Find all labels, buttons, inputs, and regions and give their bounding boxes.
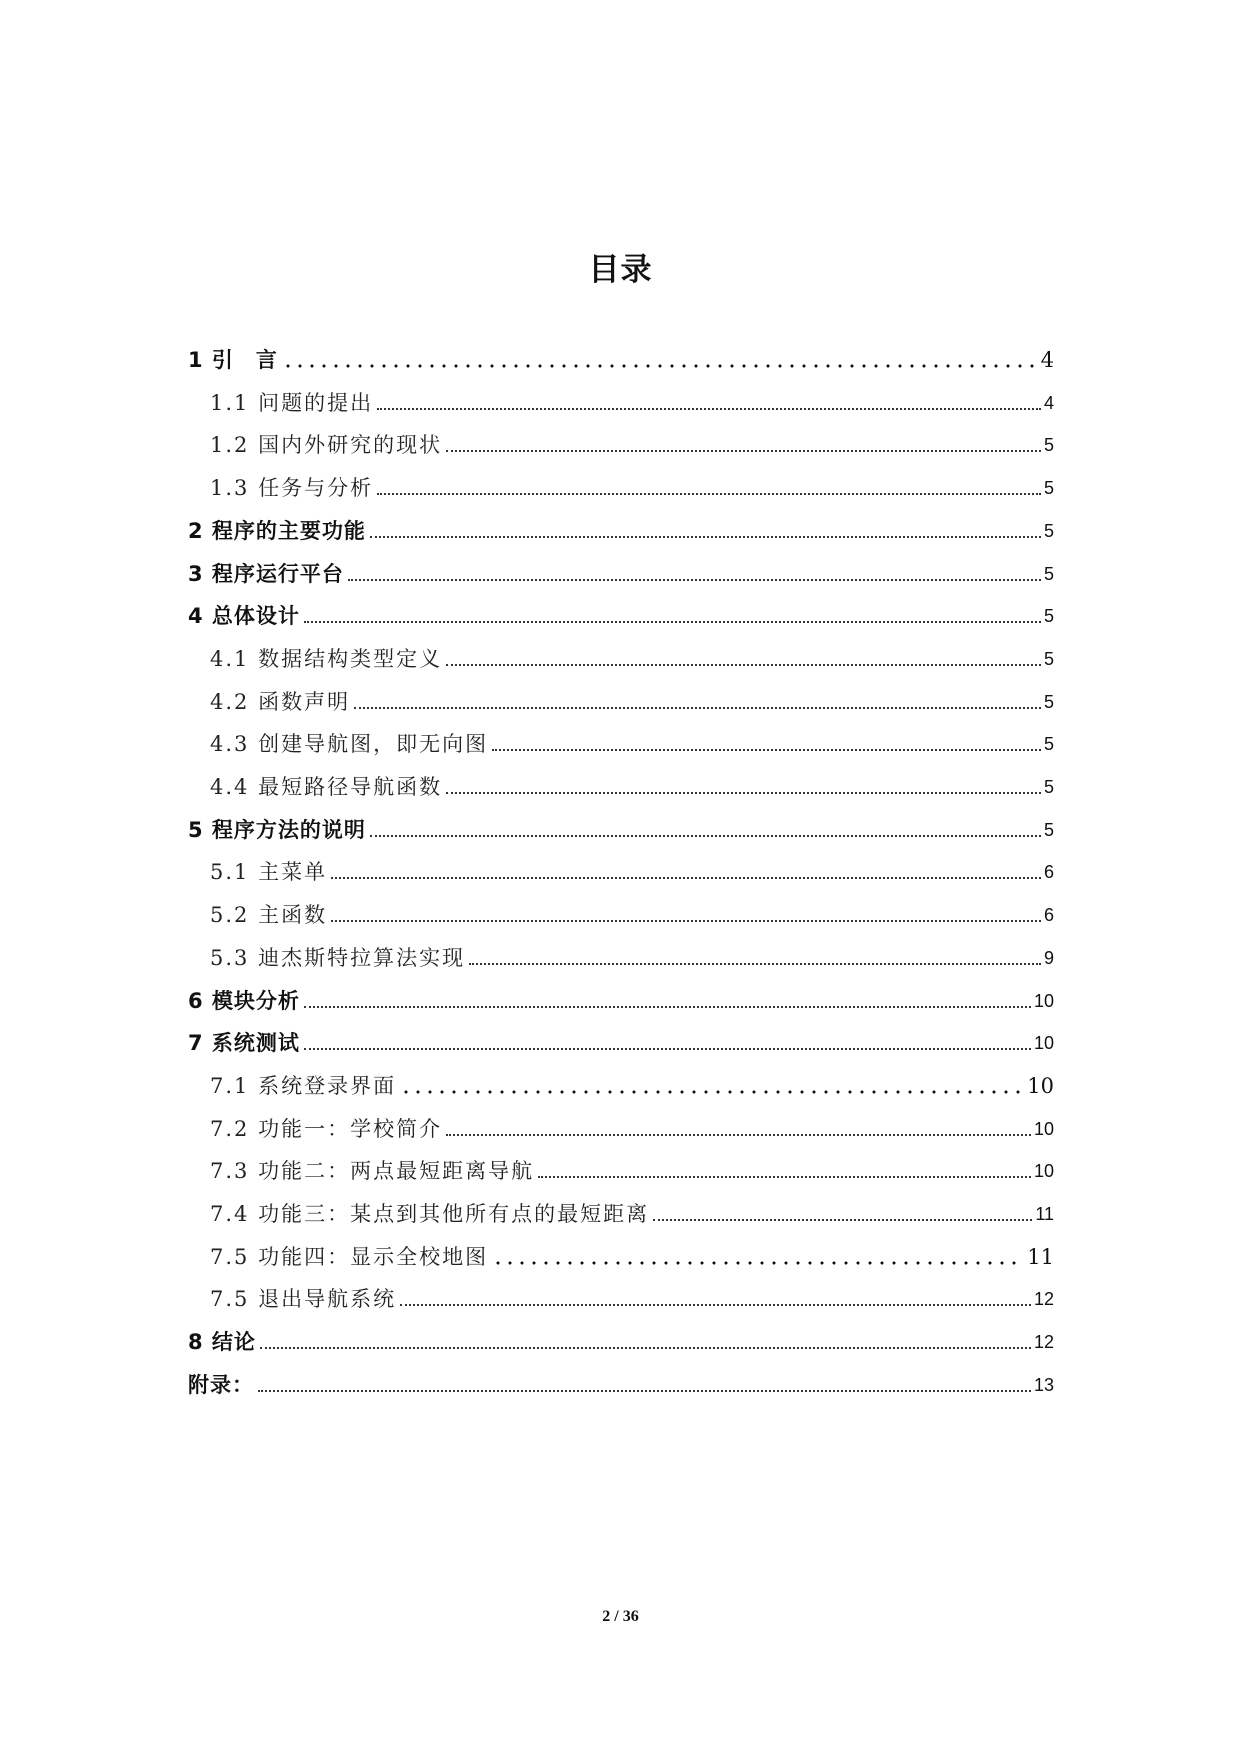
toc-dot-leader — [653, 1219, 1032, 1221]
toc-entry[interactable] — [210, 1231, 1054, 1271]
toc-dot-leader — [492, 749, 1041, 751]
toc-entry-label: 4.3 创建导航图，即无向图 — [210, 732, 489, 757]
toc-entry-label: 7.4 功能三：某点到其他所有点的最短距离 — [210, 1202, 650, 1226]
toc-entry-label: 附录： — [188, 1372, 254, 1397]
toc-entry-page-number: 12 — [1033, 1332, 1054, 1353]
toc-dot-leader — [304, 1006, 1031, 1008]
toc-entry-page-number: 9 — [1043, 947, 1054, 968]
toc-dot-leader — [446, 450, 1041, 452]
toc-entry[interactable] — [210, 419, 1054, 459]
toc-entry[interactable] — [210, 1060, 1054, 1100]
toc-dot-leader — [354, 707, 1041, 709]
toc-entry-label: 7.1 系统登录界面 — [210, 1073, 397, 1098]
toc-dot-leader — [469, 963, 1041, 965]
toc-entry-label: 1.3 任务与分析 — [210, 476, 374, 501]
toc-dot-leader — [377, 493, 1041, 495]
toc-entry-label: 4.2 函数声明 — [210, 689, 351, 714]
toc-entry-page-number: 5 — [1043, 777, 1054, 797]
toc-dot-leader — [348, 579, 1041, 581]
toc-entry[interactable] — [188, 334, 1054, 374]
toc-dot-leader — [446, 792, 1041, 794]
toc-entry[interactable] — [210, 932, 1054, 972]
toc-entry[interactable] — [210, 1145, 1054, 1185]
toc-entry-label: 5.3 迪杰斯特拉算法实现 — [210, 945, 466, 970]
toc-entry-label: 6 模块分析 — [188, 988, 300, 1013]
toc-dot-leader — [400, 1090, 1024, 1094]
toc-entry-label: 5.1 主菜单 — [210, 860, 328, 885]
toc-entry-page-number: 5 — [1043, 563, 1054, 584]
toc-entry-label: 3 程序运行平台 — [188, 561, 344, 586]
toc-entry[interactable] — [210, 718, 1054, 758]
toc-entry-label: 7.2 功能一：学校简介 — [210, 1116, 443, 1141]
toc-entry-page-number: 5 — [1043, 606, 1054, 627]
toc-entry[interactable] — [188, 590, 1054, 630]
toc-entry[interactable] — [188, 1316, 1054, 1356]
toc-entry[interactable] — [210, 377, 1054, 417]
toc-entry-label: 7.5 功能四：显示全校地图 — [210, 1244, 489, 1269]
toc-entry-page-number: 10 — [1033, 1033, 1054, 1054]
toc-entry[interactable] — [210, 889, 1054, 929]
toc-entry[interactable] — [210, 761, 1054, 801]
page-title: 目录 — [588, 252, 653, 288]
toc-entry[interactable] — [188, 548, 1054, 588]
toc-entry[interactable] — [210, 1188, 1054, 1228]
toc-dot-leader — [331, 877, 1041, 879]
toc-entry-page-number: 11 — [1035, 1204, 1054, 1224]
toc-entry-page-number: 5 — [1043, 648, 1054, 669]
toc-dot-leader — [260, 1347, 1031, 1349]
toc-entry-page-number: 5 — [1043, 520, 1054, 541]
toc-entry-page-number: 5 — [1043, 478, 1054, 499]
toc-entry-page-number: 6 — [1043, 862, 1054, 883]
toc-entry[interactable] — [210, 462, 1054, 502]
toc-entry[interactable] — [188, 975, 1054, 1015]
toc-entry-label: 4.4 最短路径导航函数 — [210, 775, 443, 799]
toc-entry[interactable] — [188, 804, 1054, 844]
toc-entry-label: 8 结论 — [188, 1330, 256, 1355]
toc-dot-leader — [370, 835, 1041, 837]
toc-entry-page-number: 4 — [1043, 392, 1054, 413]
toc-entry[interactable] — [188, 505, 1054, 545]
toc-entry-page-number: 6 — [1043, 905, 1054, 926]
toc-entry-page-number: 10 — [1033, 1118, 1054, 1139]
toc-dot-leader — [400, 1304, 1031, 1306]
toc-entry-page-number: 10 — [1033, 1161, 1054, 1182]
toc-entry-label: 1.1 问题的提出 — [210, 390, 374, 415]
toc-dot-leader — [304, 621, 1041, 623]
toc-dot-leader — [370, 536, 1041, 538]
toc-entry[interactable] — [210, 676, 1054, 716]
toc-entry-label: 5.2 主函数 — [210, 903, 328, 928]
toc-entry[interactable] — [188, 1017, 1054, 1057]
toc-entry-label: 1.2 国内外研究的现状 — [210, 433, 443, 458]
toc-entry-label: 7 系统测试 — [188, 1031, 300, 1056]
page-number: 2 / 36 — [602, 1608, 639, 1625]
toc-entry-page-number: 5 — [1043, 691, 1054, 712]
toc-entry-page-number: 5 — [1043, 734, 1054, 755]
toc-dot-leader — [446, 664, 1041, 666]
toc-dot-leader — [304, 1048, 1031, 1050]
toc-entry-page-number: 12 — [1033, 1289, 1054, 1310]
toc-entry-page-number: 10 — [1033, 990, 1054, 1011]
toc-entry[interactable] — [210, 633, 1054, 673]
toc-entry[interactable] — [210, 1273, 1054, 1313]
toc-entry-page-number: 13 — [1033, 1374, 1054, 1395]
toc-dot-leader — [446, 1134, 1031, 1136]
toc-dot-leader — [258, 1390, 1031, 1392]
toc-entry-label: 7.5 退出导航系统 — [210, 1287, 397, 1312]
toc-dot-leader — [492, 1261, 1024, 1265]
toc-dot-leader — [282, 364, 1038, 368]
toc-entry[interactable] — [210, 846, 1054, 886]
toc-entry-page-number: 11 — [1027, 1244, 1054, 1269]
toc-dot-leader — [377, 408, 1041, 410]
toc-entry-page-number: 4 — [1040, 348, 1054, 372]
toc-entry-label: 4.1 数据结构类型定义 — [210, 646, 443, 671]
toc-entry-page-number: 5 — [1043, 435, 1054, 456]
toc-dot-leader — [538, 1176, 1031, 1178]
toc-entry-page-number: 10 — [1027, 1073, 1054, 1098]
toc-entry-label: 4 总体设计 — [188, 604, 300, 629]
toc-entry[interactable] — [188, 1359, 1054, 1399]
toc-entry[interactable] — [210, 1103, 1054, 1143]
toc-entry-page-number: 5 — [1043, 819, 1054, 840]
toc-dot-leader — [331, 920, 1041, 922]
toc-entry-label: 2 程序的主要功能 — [188, 518, 366, 543]
toc-entry-label: 1 引 言 — [188, 348, 278, 372]
toc-entry-label: 5 程序方法的说明 — [188, 817, 366, 842]
toc-entry-label: 7.3 功能二：两点最短距离导航 — [210, 1159, 535, 1184]
